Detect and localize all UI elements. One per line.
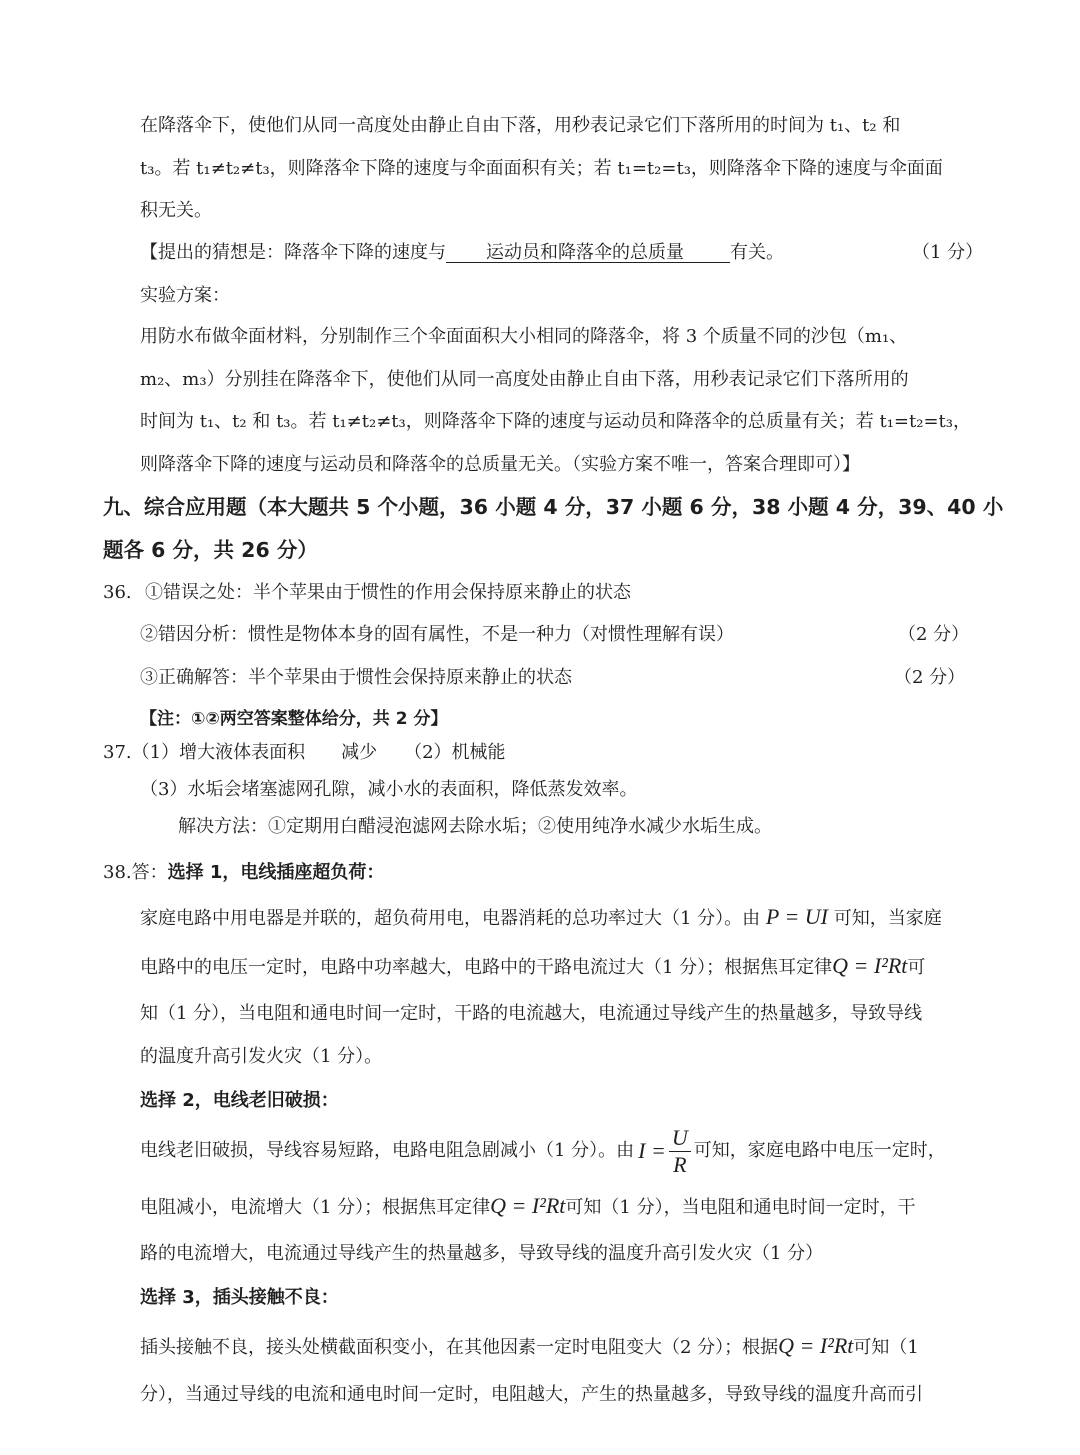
- formula-ohm-fraction: [669, 1125, 691, 1177]
- answer-line: ②错因分析：惯性是物体本身的固有属性，不是一种力（对惯性理解有误）: [140, 624, 734, 645]
- hypothesis-answer: 运动员和降落伞的总质量: [446, 244, 730, 263]
- answer-line: ③正确解答：半个苹果由于惯性会保持原来静止的状态: [140, 667, 572, 688]
- option-title: 选择 2，电线老旧破损：: [140, 1090, 339, 1111]
- text-span: 插头接触不良，接头处横截面积变小，在其他因素一定时电阻变大（2 分）；根据: [140, 1337, 779, 1358]
- question-header: [103, 864, 384, 882]
- text-line: 用防水布做伞面材料，分别制作三个伞面面积大小相同的降落伞，将 3 个质量不同的沙包（m₁、: [140, 326, 908, 347]
- text-line: 积无关。: [140, 200, 212, 221]
- formula-joule: Q = I²Rt: [832, 953, 908, 978]
- hypothesis-suffix: 有关。: [730, 242, 784, 263]
- text-line: [140, 1195, 916, 1217]
- answer-line: 解决方法：①定期用白醋浸泡滤网去除水垢；②使用纯净水减少水垢生成。: [178, 816, 772, 837]
- score: （1 分）: [912, 242, 984, 263]
- text-span: 可知，家庭电路中电压一定时，: [693, 1140, 946, 1161]
- formula-power: P = UI: [765, 904, 829, 929]
- text-span: 可知（1 分），当电阻和通电时间一定时，干: [565, 1197, 916, 1218]
- text-span: 电阻减小，电流增大（1 分）；根据焦耳定律: [140, 1197, 491, 1218]
- text-span: 电路中的电压一定时，电路中功率越大，电路中的干路电流过大（1 分）；根据焦耳定律: [140, 957, 833, 978]
- plan-title: 实验方案：: [140, 285, 230, 306]
- text-line: 在降落伞下，使他们从同一高度处由静止自由下落，用秒表记录它们下落所用的时间为 t₁、t₂ 和: [140, 115, 901, 136]
- note: 【注：①②两空答案整体给分，共 2 分】: [140, 709, 448, 729]
- answer-line: ①错误之处：半个苹果由于惯性的作用会保持原来静止的状态: [145, 582, 631, 603]
- text-line: t₃。若 t₁≠t₂≠t₃，则降落伞下降的速度与伞面面积有关；若 t₁=t₂=t₃，则降落伞下降的速度与伞面面: [140, 158, 943, 179]
- score: （2 分）: [894, 667, 966, 688]
- text-span: 可知，当家庭: [833, 908, 942, 929]
- text-line: 分），当通过导线的电流和通电时间一定时，电阻越大，产生的热量越多，导致导线的温度升高而引: [140, 1384, 923, 1405]
- text-span: 可知（1: [853, 1337, 919, 1358]
- option-title: 选择 1，电线插座超负荷：: [167, 862, 385, 883]
- answer-line: （3）水垢会堵塞滤网孔隙，减小水的表面积，降低蒸发效率。: [140, 779, 638, 800]
- text-line: [140, 955, 925, 977]
- formula-ohm-lhs: I =: [638, 1138, 666, 1163]
- text-line: 知（1 分），当电阻和通电时间一定时，干路的电流越大，电流通过导线产生的热量越多，导致导线: [140, 1003, 923, 1024]
- question-number: 36.: [103, 582, 132, 603]
- text-line: 则降落伞下降的速度与运动员和降落伞的总质量无关。（实验方案不唯一，答案合理即可）】: [140, 454, 860, 475]
- hypothesis-line: [140, 244, 784, 263]
- text-line: [140, 906, 942, 928]
- formula-joule: Q = I²Rt: [778, 1333, 854, 1358]
- score: （2 分）: [898, 624, 970, 645]
- section-heading: 题各 6 分，共 26 分）: [103, 538, 318, 562]
- text-line: [140, 1335, 919, 1357]
- text-line: [140, 1124, 946, 1178]
- formula-joule: Q = I²Rt: [490, 1193, 566, 1218]
- section-heading: 九、综合应用题（本大题共 5 个小题，36 小题 4 分，37 小题 6 分，38 小题 4 分，39、40 小: [103, 495, 1004, 519]
- text-span: 可: [907, 957, 926, 978]
- text-line: m₂、m₃）分别挂在降落伞下，使他们从同一高度处由静止自由下落，用秒表记录它们下落所用的: [140, 369, 909, 390]
- text-span: 电线老旧破损，导线容易短路，电路电阻急剧减小（1 分）。由: [140, 1140, 635, 1161]
- text-span: 家庭电路中用电器是并联的，超负荷用电，电器消耗的总功率过大（1 分）。由: [140, 908, 761, 929]
- text-line: 路的电流增大，电流通过导线产生的热量越多，导致导线的温度升高引发火灾（1 分）: [140, 1243, 824, 1264]
- text-line: 的温度升高引发火灾（1 分）。: [140, 1046, 383, 1067]
- hypothesis-prefix: 【提出的猜想是：降落伞下降的速度与: [140, 242, 446, 263]
- fraction-denominator: R: [673, 1151, 687, 1177]
- text-line: 时间为 t₁、t₂ 和 t₃。若 t₁≠t₂≠t₃，则降落伞下降的速度与运动员和降落伞的总质量有关；若 t₁=t₂=t₃，: [140, 411, 971, 432]
- question-number: 38.答：: [103, 862, 168, 883]
- option-title: 选择 3，插头接触不良：: [140, 1287, 339, 1308]
- answer-line: 37.（1）增大液体表面积 减少 （2）机械能: [103, 742, 506, 763]
- fraction-numerator: U: [669, 1125, 691, 1151]
